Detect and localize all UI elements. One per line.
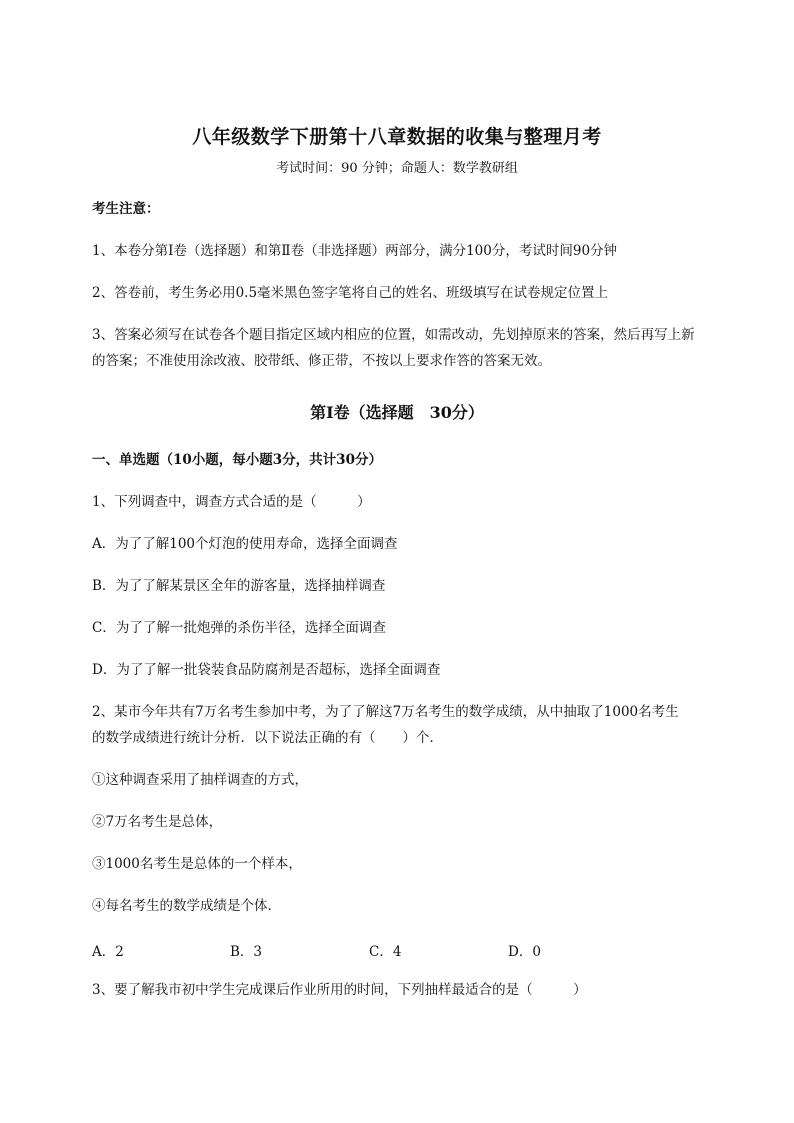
section-title: 第I卷（选择题 30分） bbox=[310, 403, 484, 422]
question-1-option-b: B．为了了解某景区全年的游客量，选择抽样调查 bbox=[92, 578, 386, 594]
question-2-stem-cont: 的数学成绩进行统计分析．以下说法正确的有（ ）个． bbox=[92, 730, 443, 746]
question-3-stem: 3、要了解我市初中学生完成课后作业所用的时间，下列抽样最适合的是（ ） bbox=[92, 982, 587, 998]
question-1-option-c: C．为了了解一批炮弹的杀伤半径，选择全面调查 bbox=[92, 620, 386, 636]
question-1-option-d: D．为了了解一批袋装食品防腐剂是否超标，选择全面调查 bbox=[92, 662, 441, 678]
question-2-stem: 2、某市今年共有7万名考生参加中考，为了了解这7万名考生的数学成绩，从中抽取了1000名考生 bbox=[92, 704, 679, 720]
part-heading: 一、单选题（10小题，每小题3分，共计30分） bbox=[92, 452, 382, 468]
question-2-option-c: C．4 bbox=[369, 944, 402, 960]
question-2-statement-3: ③1000名考生是总体的一个样本， bbox=[92, 856, 302, 872]
exam-subtitle: 考试时间：90 分钟；命题人：数学教研组 bbox=[276, 161, 518, 176]
notice-item-1: 1、本卷分第I卷（选择题）和第Ⅱ卷（非选择题）两部分，满分100分，考试时间90分钟 bbox=[92, 243, 618, 259]
question-2-statement-4: ④每名考生的数学成绩是个体． bbox=[92, 898, 281, 914]
notice-item-2: 2、答卷前，考生务必用0.5毫米黑色签字笔将自己的姓名、班级填写在试卷规定位置上 bbox=[92, 285, 609, 301]
question-1-option-a: A．为了了解100个灯泡的使用寿命，选择全面调查 bbox=[92, 536, 398, 552]
question-2-statement-1: ①这种调查采用了抽样调查的方式， bbox=[92, 772, 308, 788]
exam-title: 八年级数学下册第十八章数据的收集与整理月考 bbox=[192, 126, 602, 148]
question-2-option-b: B．3 bbox=[230, 944, 263, 960]
question-2-options bbox=[92, 940, 692, 960]
question-2-option-d: D．0 bbox=[508, 944, 541, 960]
notice-item-3: 3、答案必须写在试卷各个题目指定区域内相应的位置，如需改动，先划掉原来的答案，然后再写上新 bbox=[92, 327, 695, 343]
question-2-statement-2: ②7万名考生是总体， bbox=[92, 814, 223, 830]
question-1-stem: 1、下列调查中，调查方式合适的是（ ） bbox=[92, 494, 371, 510]
notice-heading: 考生注意： bbox=[92, 201, 160, 217]
question-2-option-a: A．2 bbox=[92, 944, 124, 960]
notice-item-3-cont: 的答案；不准使用涂改液、胶带纸、修正带，不按以上要求作答的答案无效。 bbox=[92, 353, 551, 369]
